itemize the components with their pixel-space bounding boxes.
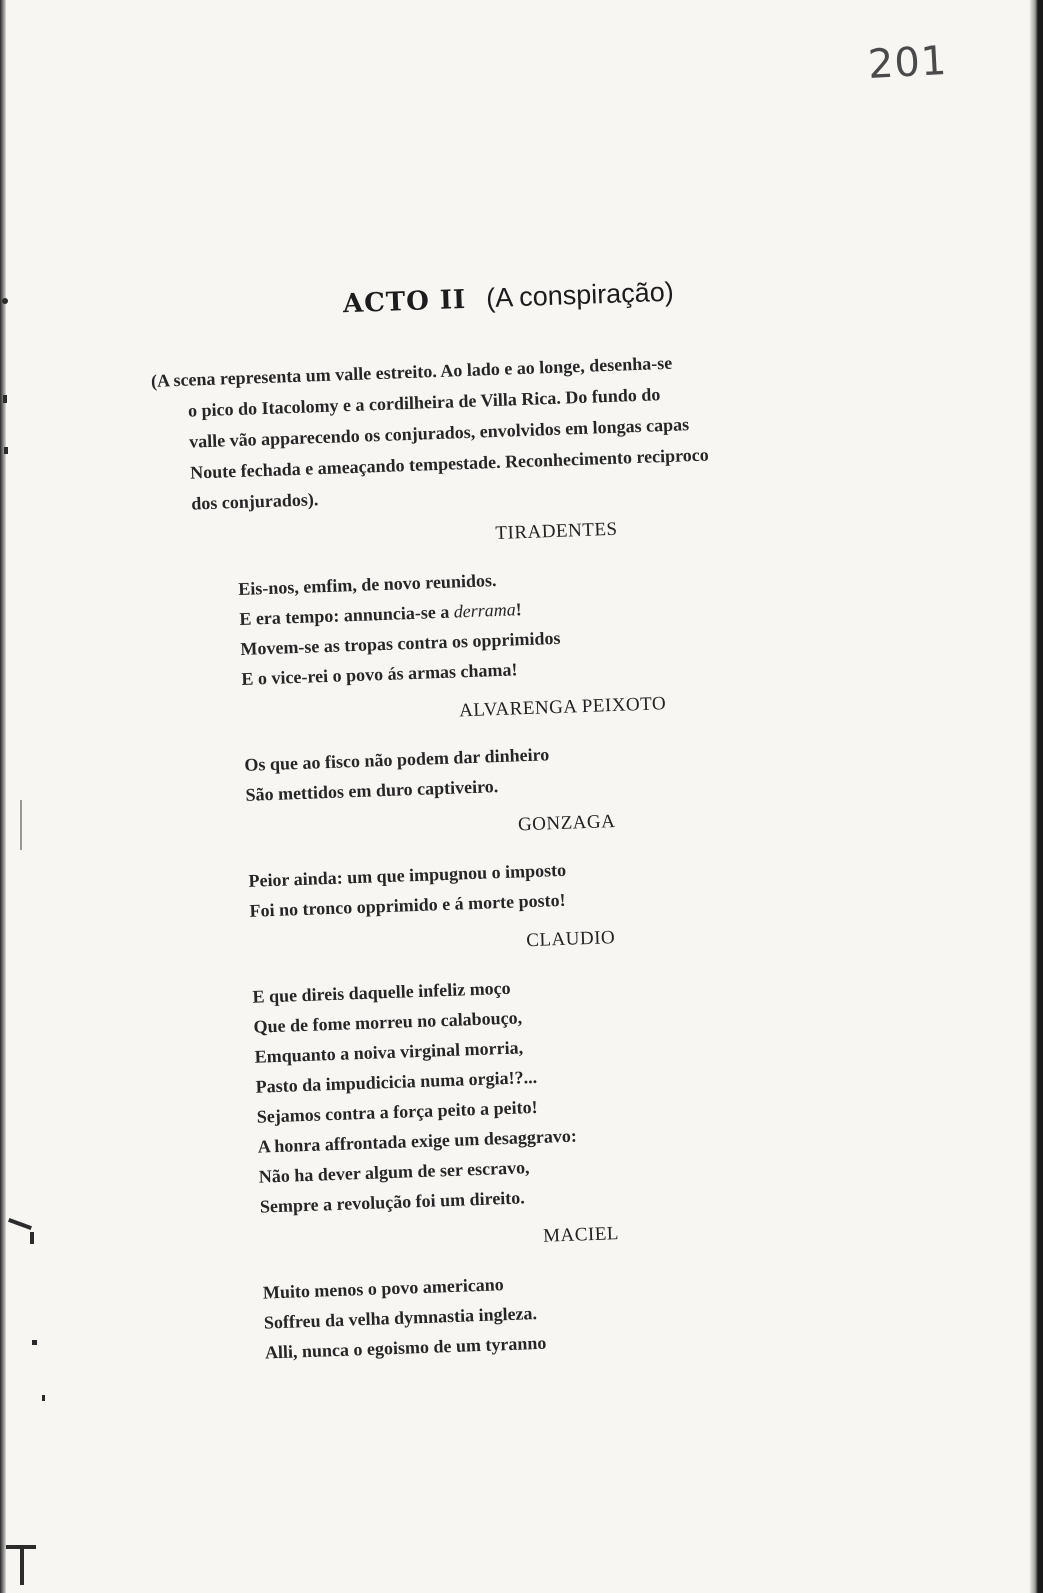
page-right-edge [1029, 0, 1043, 1593]
scan-mark [2, 298, 8, 304]
verse-line: Foi no tronco opprimido e á morte posto! [249, 889, 566, 921]
verse-line: E o vice-rei o povo ás armas chama! [241, 659, 518, 689]
page-left-edge [0, 0, 6, 1593]
scan-mark [32, 1340, 37, 1345]
scan-mark [8, 1218, 32, 1230]
play-text [148, 271, 865, 1370]
verse-line: Soffreu da velha dymnastia ingleza. [263, 1303, 538, 1333]
act-title: ACTO II [342, 284, 467, 320]
verse-block [172, 961, 860, 1225]
stage-line: Noute fechada e ameaçando tempestade. Reconhecimento reciproco [189, 444, 709, 483]
verse-line: Não ha dever algum de ser escravo, [258, 1157, 530, 1187]
speaker-name: CLAUDIO [525, 927, 616, 952]
stage-direction [150, 342, 835, 521]
verse-line: São mettidos em duro captiveiro. [245, 776, 499, 805]
scan-mark [4, 447, 8, 454]
verse-line: Eis-nos, emfim, de novo reunidos. [237, 570, 497, 600]
scan-mark [20, 800, 22, 850]
verse-line: Que de fome morreu no calabouço, [253, 1007, 523, 1037]
stage-line: valle vão apparecendo os conjurados, envolvidos em longas capas [188, 414, 690, 452]
verse-line: Os que ao fisco não podem dar dinheiro [244, 744, 550, 775]
speaker-name: TIRADENTES [495, 518, 618, 545]
scan-mark [20, 1545, 24, 1585]
verse-line-end: ! [515, 599, 523, 620]
verse-block [168, 845, 850, 929]
scan-mark [42, 1395, 45, 1401]
verse-line: Movem-se as tropas contra os opprimidos [240, 627, 561, 659]
verse-line: E que direis daquelle infeliz moço [252, 977, 511, 1007]
verse-line: Muito menos o povo americano [262, 1274, 505, 1303]
verse-line: Sejamos contra a força peito a peito! [256, 1096, 538, 1127]
verse-line: Alli, nunca o egoismo de um tyranno [264, 1332, 547, 1363]
stage-line: o pico do Itacolomy e a cordilheira de Villa Rica. Do fundo do [187, 384, 661, 421]
verse-block [158, 553, 842, 697]
scan-mark [30, 1232, 34, 1244]
scan-mark [3, 395, 7, 403]
act-heading [148, 271, 829, 326]
verse-line: Emquanto a noiva virginal morria, [254, 1037, 524, 1067]
verse-line-start: E era tempo: annuncia-se a [239, 601, 455, 630]
verse-line: A honra affrontada exige um desaggravo: [257, 1125, 578, 1157]
speaker-name: GONZAGA [517, 811, 616, 836]
verse-line: Sempre a revolução foi um direito. [259, 1187, 526, 1217]
speaker-name: MACIEL [542, 1223, 620, 1247]
page-number: 201 [866, 37, 949, 89]
stage-line: (A scena representa um valle estreito. Ao lado e ao longe, desenha-se [150, 352, 673, 391]
act-subtitle: (A conspiração) [485, 276, 675, 314]
speaker-name: ALVARENGA PEIXOTO [458, 693, 667, 722]
verse-line: Pasto da impudicicia numa orgia!?... [255, 1066, 538, 1097]
italic-word: derrama [453, 599, 517, 622]
verse-block [182, 1257, 865, 1371]
stage-line: dos conjurados). [190, 489, 319, 514]
verse-block [164, 729, 846, 813]
verse-line: Peior ainda: um que impugnou o imposto [248, 859, 567, 891]
